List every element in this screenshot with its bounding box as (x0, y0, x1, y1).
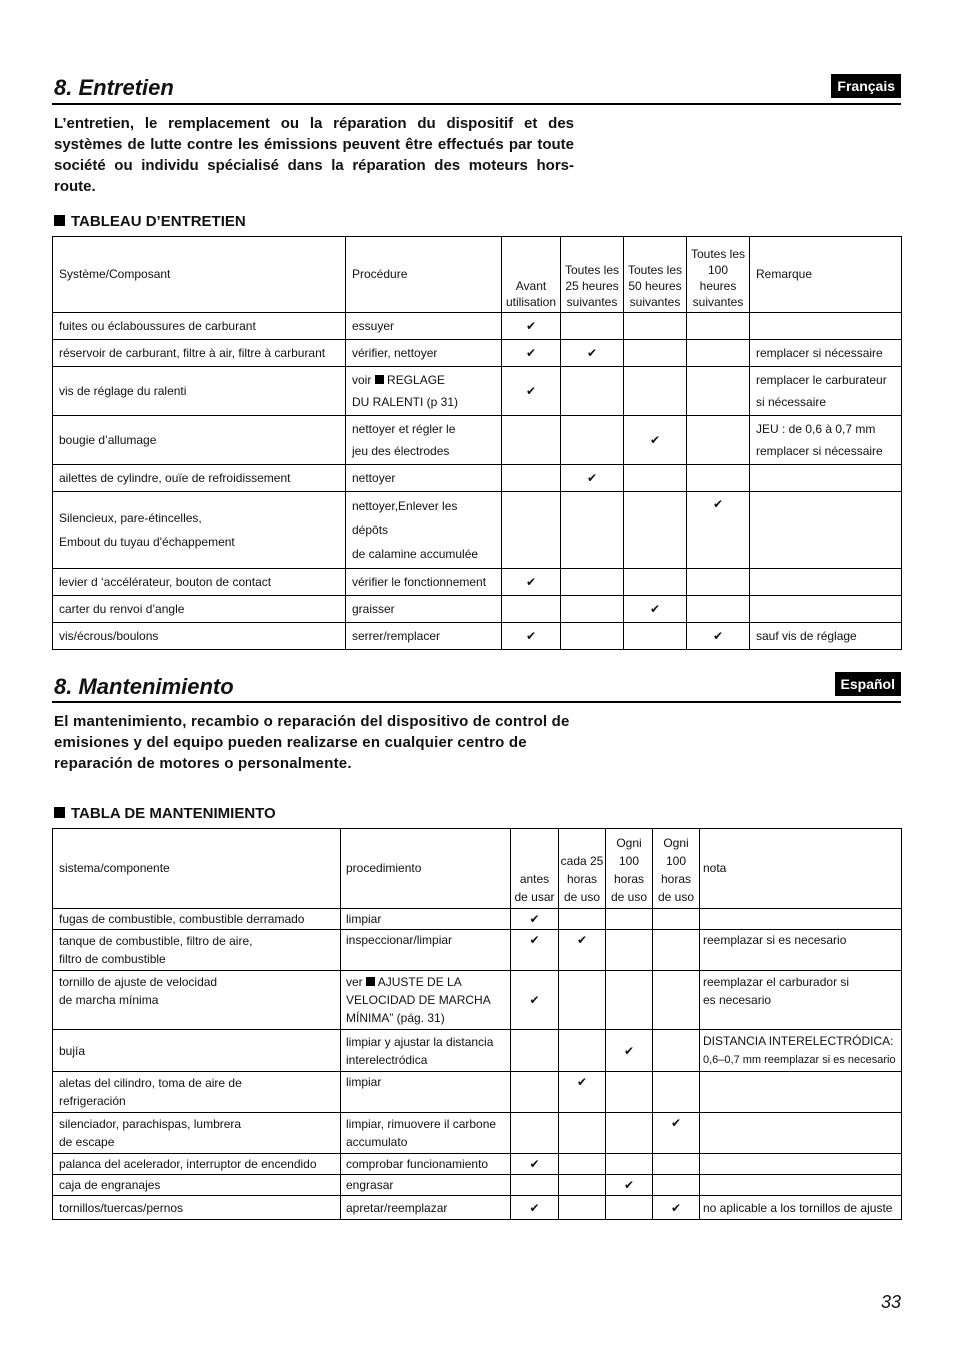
cell-component: vis/écrous/boulons (53, 623, 346, 650)
procedure-text: limpiar, rimuovere il carbone (346, 1117, 497, 1131)
es-title-rule (52, 701, 901, 703)
check-icon: ✔ (511, 930, 559, 971)
cell-procedure: apretar/reemplazar (341, 1196, 511, 1220)
cell-check (561, 569, 624, 596)
cell-check (624, 492, 687, 569)
es-table-heading (54, 805, 276, 823)
header-remark: Remarque (750, 237, 902, 313)
header-before-use: antes de usar (511, 829, 559, 909)
procedure-text: voir (352, 373, 372, 387)
cell-procedure: inspeccionar/limpiar (341, 930, 511, 971)
cell-check (561, 416, 624, 465)
cell-check (561, 623, 624, 650)
cell-check (624, 465, 687, 492)
square-bullet-icon (54, 215, 65, 226)
check-icon: ✔ (502, 623, 561, 650)
check-icon: ✔ (502, 367, 561, 416)
header-component: sistema/componente (53, 829, 341, 909)
cell-component (53, 1072, 341, 1113)
cell-check (606, 1154, 653, 1175)
square-bullet-icon (366, 977, 375, 986)
cell-procedure: graisser (346, 596, 502, 623)
cell-check (687, 313, 750, 340)
cell-procedure (346, 416, 502, 465)
cell-component (53, 492, 346, 569)
cell-component: vis de réglage du ralenti (53, 367, 346, 416)
cell-procedure: nettoyer (346, 465, 502, 492)
square-bullet-icon (54, 807, 65, 818)
es-table-title: TABLA DE MANTENIMIENTO (71, 805, 276, 822)
cell-check (606, 1072, 653, 1113)
procedure-text: jeu des électrodes (352, 444, 450, 458)
component-text: de escape (59, 1135, 115, 1149)
cell-procedure: serrer/remplacer (346, 623, 502, 650)
cell-check (687, 569, 750, 596)
page-number: 33 (880, 1292, 901, 1312)
component-text: aletas del cilindro, toma de aire de (59, 1076, 242, 1090)
cell-procedure: engrasar (341, 1175, 511, 1196)
cell-procedure: limpiar (341, 909, 511, 930)
component-text: Silencieux, pare-étincelles, (59, 511, 202, 525)
check-icon: ✔ (502, 340, 561, 367)
cell-component: réservoir de carburant, filtre à air, filtre à carburant (53, 340, 346, 367)
cell-component: caja de engranajes (53, 1175, 341, 1196)
cell-check (502, 465, 561, 492)
table-row (53, 909, 902, 930)
header-100h-a: Ogni 100 horas de uso (606, 829, 653, 909)
header-note: nota (700, 829, 902, 909)
check-icon: ✔ (687, 623, 750, 650)
check-icon: ✔ (653, 1113, 700, 1154)
cell-remark: remplacer si nécessaire (750, 340, 902, 367)
fr-maintenance-table (52, 236, 902, 650)
cell-remark: no aplicable a los tornillos de ajuste (700, 1196, 902, 1220)
table-row (53, 569, 902, 596)
remark-text: JEU : de 0,6 à 0,7 mm (756, 422, 876, 436)
remark-text: remplacer si nécessaire (756, 444, 883, 458)
cell-remark (700, 909, 902, 930)
procedure-text: REGLAGE (387, 373, 446, 387)
check-icon: ✔ (606, 1175, 653, 1196)
cell-component: carter du renvoi d’angle (53, 596, 346, 623)
cell-check (561, 367, 624, 416)
cell-remark: reemplazar si es necesario (700, 930, 902, 971)
header-100h-b: Ogni 100 horas de uso (653, 829, 700, 909)
cell-check (511, 1030, 559, 1072)
cell-check (606, 1113, 653, 1154)
cell-remark (750, 313, 902, 340)
cell-check (502, 492, 561, 569)
table-row (53, 416, 902, 465)
procedure-text: interelectródica (346, 1052, 428, 1067)
fr-section-header (52, 74, 901, 106)
check-icon: ✔ (559, 930, 606, 971)
cell-check (559, 1175, 606, 1196)
cell-procedure: vérifier, nettoyer (346, 340, 502, 367)
header-25h: Toutes les 25 heures suivantes (561, 237, 624, 313)
cell-check (559, 1113, 606, 1154)
cell-component (53, 971, 341, 1030)
cell-remark (700, 1030, 902, 1072)
remark-text: es necesario (703, 993, 772, 1007)
table-row (53, 313, 902, 340)
table-row (53, 1030, 902, 1072)
table-row (53, 340, 902, 367)
procedure-text: accumulato (346, 1135, 408, 1149)
header-component: Système/Composant (53, 237, 346, 313)
component-text: Embout du tuyau d'échappement (59, 535, 235, 549)
table-header-row (53, 237, 902, 313)
es-language-badge: Español (835, 672, 901, 696)
cell-check (653, 909, 700, 930)
cell-check (502, 416, 561, 465)
cell-check (687, 596, 750, 623)
fr-table-title: TABLEAU D’ENTRETIEN (71, 213, 246, 230)
table-row (53, 971, 902, 1030)
table-row (53, 1196, 902, 1220)
es-intro-text: El mantenimiento, recambio o reparación del dispositivo de control de emisiones y del equipo pueden realizarse en cualquier centro de reparación de motores o personalmente. (54, 713, 570, 772)
cell-check (653, 1030, 700, 1072)
cell-check (561, 313, 624, 340)
cell-check (653, 1175, 700, 1196)
component-text: tornillo de ajuste de velocidad (59, 975, 218, 989)
component-text: filtro de combustible (59, 952, 166, 966)
cell-component: palanca del acelerador, interruptor de encendido (53, 1154, 341, 1175)
cell-check (624, 367, 687, 416)
cell-remark (750, 492, 902, 569)
cell-remark (700, 1154, 902, 1175)
cell-check (606, 930, 653, 971)
remark-text: si nécessaire (756, 395, 827, 409)
header-procedure: Procédure (346, 237, 502, 313)
check-icon: ✔ (687, 492, 750, 569)
table-row (53, 1154, 902, 1175)
header-50h: Toutes les 50 heures suivantes (624, 237, 687, 313)
fr-intro-text: L’entretien, le remplacement ou la réparation du dispositif et des systèmes de lutte contre les émissions peuvent être effectués par toute société ou individu spécialisé dans la réparation des moteurs hors-route. (54, 115, 574, 195)
cell-procedure: essuyer (346, 313, 502, 340)
es-section-title: 8. Mantenimiento (54, 674, 234, 699)
procedure-text: DU RALENTI (p 31) (352, 395, 459, 409)
procedure-text: limpiar y ajustar la distancia (346, 1034, 494, 1049)
cell-check (511, 1175, 559, 1196)
cell-remark (750, 569, 902, 596)
cell-component: bujía (53, 1030, 341, 1072)
cell-component: levier d ‘accélérateur, bouton de contact (53, 569, 346, 596)
check-icon: ✔ (511, 971, 559, 1030)
cell-check (559, 971, 606, 1030)
remark-text: 0,6–0,7 mm reemplazar si es necesario (703, 1054, 896, 1066)
cell-procedure (346, 492, 502, 569)
fr-section-title: 8. Entretien (54, 75, 174, 100)
cell-procedure (341, 1030, 511, 1072)
fr-language-badge: Français (831, 74, 901, 98)
table-row (53, 623, 902, 650)
cell-component: ailettes de cylindre, ouïe de refroidissement (53, 465, 346, 492)
check-icon: ✔ (502, 569, 561, 596)
header-procedure: procedimiento (341, 829, 511, 909)
es-section-header (52, 673, 901, 705)
cell-check (559, 1030, 606, 1072)
cell-check (606, 909, 653, 930)
square-bullet-icon (375, 375, 384, 384)
cell-check (559, 1196, 606, 1220)
remark-text: remplacer le carburateur (756, 373, 887, 387)
table-row (53, 367, 902, 416)
cell-check (624, 313, 687, 340)
cell-check (653, 971, 700, 1030)
procedure-text: nettoyer,Enlever les dépôts (352, 499, 458, 537)
cell-check (687, 465, 750, 492)
cell-component (53, 930, 341, 971)
cell-check (606, 1196, 653, 1220)
cell-procedure: limpiar (341, 1072, 511, 1113)
cell-check (561, 596, 624, 623)
cell-component (53, 1113, 341, 1154)
cell-check (561, 492, 624, 569)
table-header-row (53, 829, 902, 909)
table-row (53, 1072, 902, 1113)
cell-procedure: comprobar funcionamiento (341, 1154, 511, 1175)
check-icon: ✔ (624, 596, 687, 623)
remark-text: reemplazar el carburador si (703, 975, 850, 989)
cell-check (624, 623, 687, 650)
remark-text: DISTANCIA INTERELECTRÓDICA: (703, 1034, 894, 1048)
table-row (53, 930, 902, 971)
check-icon: ✔ (653, 1196, 700, 1220)
check-icon: ✔ (606, 1030, 653, 1072)
cell-remark (750, 465, 902, 492)
cell-remark (700, 1113, 902, 1154)
cell-procedure: vérifier le fonctionnement (346, 569, 502, 596)
header-before-use: Avant utilisation (502, 237, 561, 313)
cell-check (653, 1072, 700, 1113)
check-icon: ✔ (511, 1196, 559, 1220)
cell-check (606, 971, 653, 1030)
cell-remark (700, 1175, 902, 1196)
table-row (53, 596, 902, 623)
component-text: de marcha mínima (59, 993, 159, 1007)
fr-title-rule (52, 103, 901, 105)
table-row (53, 1175, 902, 1196)
cell-remark (750, 596, 902, 623)
check-icon: ✔ (511, 1154, 559, 1175)
table-row (53, 465, 902, 492)
cell-check (624, 569, 687, 596)
check-icon: ✔ (624, 416, 687, 465)
cell-procedure (346, 367, 502, 416)
cell-procedure (341, 971, 511, 1030)
procedure-text: MÍNIMA” (pág. 31) (346, 1011, 445, 1025)
component-text: tanque de combustible, filtro de aire, (59, 934, 253, 948)
cell-check (653, 1154, 700, 1175)
cell-component: tornillos/tuercas/pernos (53, 1196, 341, 1220)
procedure-text: VELOCIDAD DE MARCHA (346, 993, 491, 1007)
cell-check (653, 930, 700, 971)
procedure-text: ver (346, 975, 363, 989)
cell-remark (750, 367, 902, 416)
check-icon: ✔ (561, 340, 624, 367)
component-text: silenciador, parachispas, lumbrera (59, 1117, 242, 1131)
table-row (53, 492, 902, 569)
cell-check (559, 909, 606, 930)
check-icon: ✔ (561, 465, 624, 492)
check-icon: ✔ (502, 313, 561, 340)
cell-component: fuites ou éclaboussures de carburant (53, 313, 346, 340)
cell-check (502, 596, 561, 623)
procedure-text: AJUSTE DE LA (377, 975, 462, 989)
fr-table-heading (54, 213, 246, 231)
cell-remark (700, 971, 902, 1030)
cell-remark (700, 1072, 902, 1113)
component-text: refrigeración (59, 1094, 126, 1108)
procedure-text: nettoyer et régler le (352, 422, 456, 436)
header-100h: Toutes les 100 heures suivantes (687, 237, 750, 313)
cell-check (687, 340, 750, 367)
check-icon: ✔ (511, 909, 559, 930)
es-maintenance-table (52, 828, 902, 1220)
header-25h: cada 25 horas de uso (559, 829, 606, 909)
table-row (53, 1113, 902, 1154)
cell-check (511, 1072, 559, 1113)
cell-remark (750, 416, 902, 465)
cell-check (624, 340, 687, 367)
procedure-text: de calamine accumulée (352, 547, 479, 561)
cell-check (511, 1113, 559, 1154)
cell-component: fugas de combustible, combustible derramado (53, 909, 341, 930)
cell-procedure (341, 1113, 511, 1154)
check-icon: ✔ (559, 1072, 606, 1113)
cell-remark: sauf vis de réglage (750, 623, 902, 650)
cell-check (559, 1154, 606, 1175)
cell-component: bougie d’allumage (53, 416, 346, 465)
cell-check (687, 416, 750, 465)
cell-check (687, 367, 750, 416)
